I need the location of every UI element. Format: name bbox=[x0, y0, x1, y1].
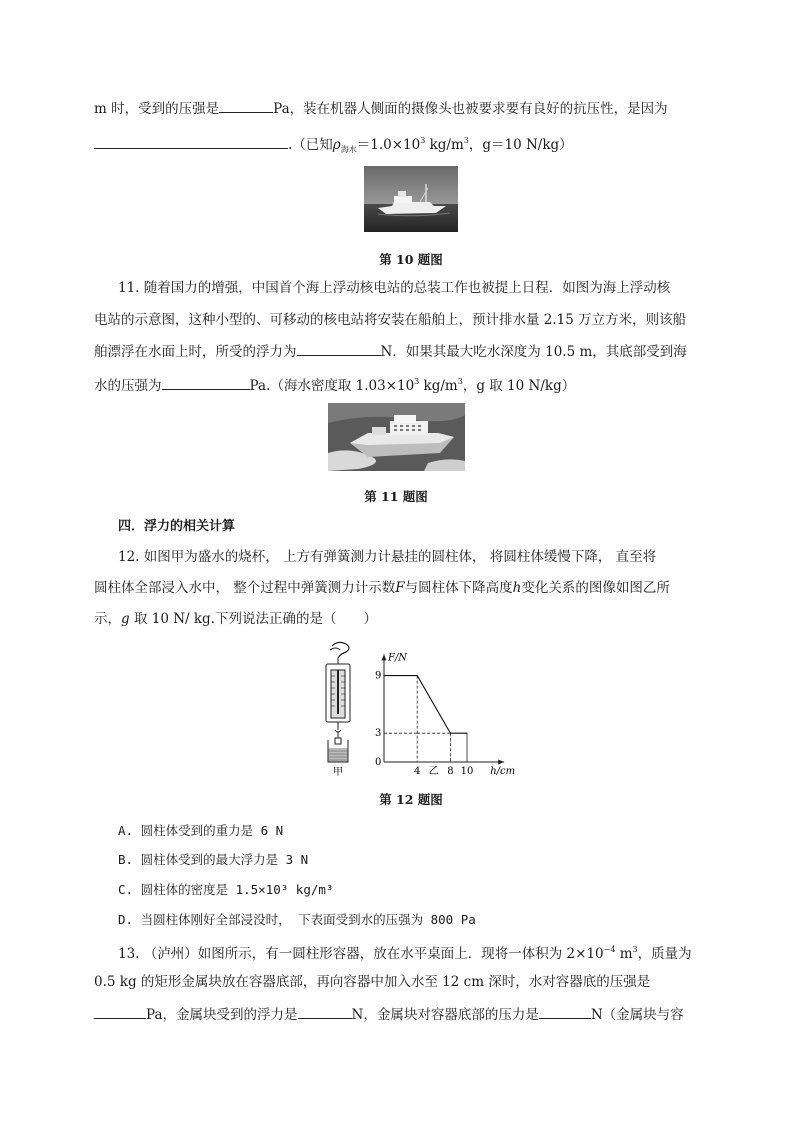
text: kg/m bbox=[419, 378, 458, 394]
y-axis-label: F/N bbox=[388, 652, 408, 664]
exponent: 3 bbox=[420, 136, 426, 145]
q11-line1: 11. 随着国力的增强，中国首个海上浮动核电站的总装工作也被提上日程．如图为海上浮动核 bbox=[118, 280, 671, 296]
q13-line2: 0.5 kg 的矩形金属块放在容器底部，再向容器中加入水至 12 cm 深时，水对容器底的压强是 bbox=[94, 974, 651, 990]
figure-caption: 第 10 题图 bbox=[379, 252, 443, 267]
option-a[interactable]: A. 圆柱体受到的重力是 6 N bbox=[118, 823, 284, 838]
subscript: 海水 bbox=[340, 145, 357, 154]
exponent: 3 bbox=[463, 136, 469, 145]
text: ，g＝10 N/kg） bbox=[468, 137, 573, 153]
var-F: F bbox=[395, 580, 405, 596]
section-heading: 四．浮力的相关计算 bbox=[118, 519, 236, 534]
x-tick-label: 10 bbox=[460, 766, 474, 777]
exponent: −4 bbox=[603, 945, 616, 954]
q10-line1 bbox=[94, 98, 668, 119]
q12-line2 bbox=[94, 578, 670, 598]
nuclear-plant-photo bbox=[328, 403, 465, 471]
text: kg/m bbox=[425, 137, 464, 153]
answer-blank[interactable] bbox=[94, 1004, 146, 1019]
figure-caption: 第 11 题图 bbox=[364, 489, 428, 504]
q13-line3 bbox=[94, 1004, 684, 1025]
answer-blank[interactable] bbox=[298, 1004, 352, 1019]
text: m 时，受到的压强是 bbox=[94, 101, 220, 117]
text: N，金属块对容器底部的压力是 bbox=[351, 1007, 539, 1023]
research-ship-image bbox=[364, 166, 458, 232]
q11-line2: 电站的示意图，这种小型的、可移动的核电站将安装在船舶上，预计排水量 2.15 万立方米，则该船 bbox=[94, 312, 687, 328]
x-tick-label: 4 bbox=[414, 766, 421, 777]
text: N（金属块与容 bbox=[590, 1007, 684, 1023]
data-point bbox=[383, 675, 384, 676]
data-point bbox=[450, 733, 451, 734]
var-g: g bbox=[121, 611, 130, 627]
q12-line1: 12. 如图甲为盛水的烧杯， 上方有弹簧测力计悬挂的圆柱体， 将圆柱体缓慢下降， 直至将 bbox=[118, 549, 657, 565]
spring-scale-apparatus bbox=[326, 642, 350, 762]
q11-line4 bbox=[94, 372, 575, 396]
text: 13. （泸州）如图所示，有一圆柱形容器，放在水平桌面上．现将一体积为 2×10 bbox=[118, 946, 604, 962]
exponent: 3 bbox=[632, 945, 638, 954]
text: ，质量为 bbox=[637, 946, 692, 962]
answer-blank[interactable] bbox=[219, 98, 273, 113]
series-line bbox=[384, 676, 467, 734]
text: Pa，装在机器人侧面的摄像头也被要求要有良好的抗压性，是因为 bbox=[273, 101, 668, 117]
x-axis-arrow bbox=[498, 760, 504, 765]
y-axis-arrow bbox=[382, 654, 387, 660]
option-d[interactable]: D. 当圆柱体刚好全部浸没时， 下表面受到水的压强为 800 Pa bbox=[118, 912, 476, 927]
answer-blank[interactable] bbox=[94, 134, 288, 149]
text: ，g 取 10 N/kg） bbox=[462, 378, 576, 394]
rho-symbol: ρ bbox=[332, 137, 341, 153]
q10-line2 bbox=[94, 131, 573, 160]
floating-nuclear-plant-image bbox=[328, 403, 465, 471]
text: 水的压强为 bbox=[94, 378, 162, 394]
text: m bbox=[615, 946, 633, 962]
figure-caption: 第 12 题图 bbox=[379, 792, 443, 807]
text: ＝1.0×10 bbox=[356, 137, 421, 153]
answer-blank[interactable] bbox=[162, 375, 250, 390]
text: 取 10 N/ kg.下列说法正确的是（ ） bbox=[129, 611, 377, 627]
text: .（已知 bbox=[288, 137, 333, 153]
force-height-chart bbox=[375, 652, 515, 777]
x-axis-label: h/cm bbox=[490, 766, 516, 777]
answer-blank[interactable] bbox=[539, 1004, 591, 1019]
x-tick-label: 8 bbox=[447, 766, 454, 777]
exponent: 3 bbox=[457, 377, 463, 386]
text: 变化关系的图像如图乙所 bbox=[521, 580, 670, 596]
label-jia: 甲 bbox=[333, 767, 343, 778]
q12-figure bbox=[300, 640, 516, 778]
text: Pa.（海水密度取 1.03×10 bbox=[249, 378, 415, 394]
y-tick-label: 9 bbox=[375, 670, 382, 682]
text: 舶漂浮在水面上时，所受的浮力为 bbox=[94, 344, 297, 360]
origin-label: 0 bbox=[375, 757, 382, 768]
text: 圆柱体全部浸入水中， 整个过程中弹簧测力计示数 bbox=[94, 580, 396, 596]
data-point bbox=[466, 733, 467, 734]
label-yi: 乙 bbox=[428, 766, 439, 777]
option-b[interactable]: B. 圆柱体受到的最大浮力是 3 N bbox=[118, 852, 309, 867]
q13-line1 bbox=[118, 940, 692, 964]
data-point bbox=[417, 675, 418, 676]
text: Pa，金属块受到的浮力是 bbox=[146, 1007, 298, 1023]
y-tick-label: 3 bbox=[375, 728, 382, 740]
q11-line3 bbox=[94, 341, 687, 362]
text: 示， bbox=[94, 611, 121, 627]
option-c[interactable]: C. 圆柱体的密度是 1.5×10³ kg/m³ bbox=[118, 882, 334, 897]
exponent: 3 bbox=[414, 377, 420, 386]
var-h: h bbox=[512, 580, 522, 596]
text: 与圆柱体下降高度 bbox=[404, 580, 513, 596]
answer-blank[interactable] bbox=[297, 341, 381, 356]
ship-photo bbox=[364, 166, 458, 232]
text: N．如果其最大吃水深度为 10.5 m，其底部受到海 bbox=[380, 344, 687, 360]
q12-line3 bbox=[94, 609, 377, 629]
